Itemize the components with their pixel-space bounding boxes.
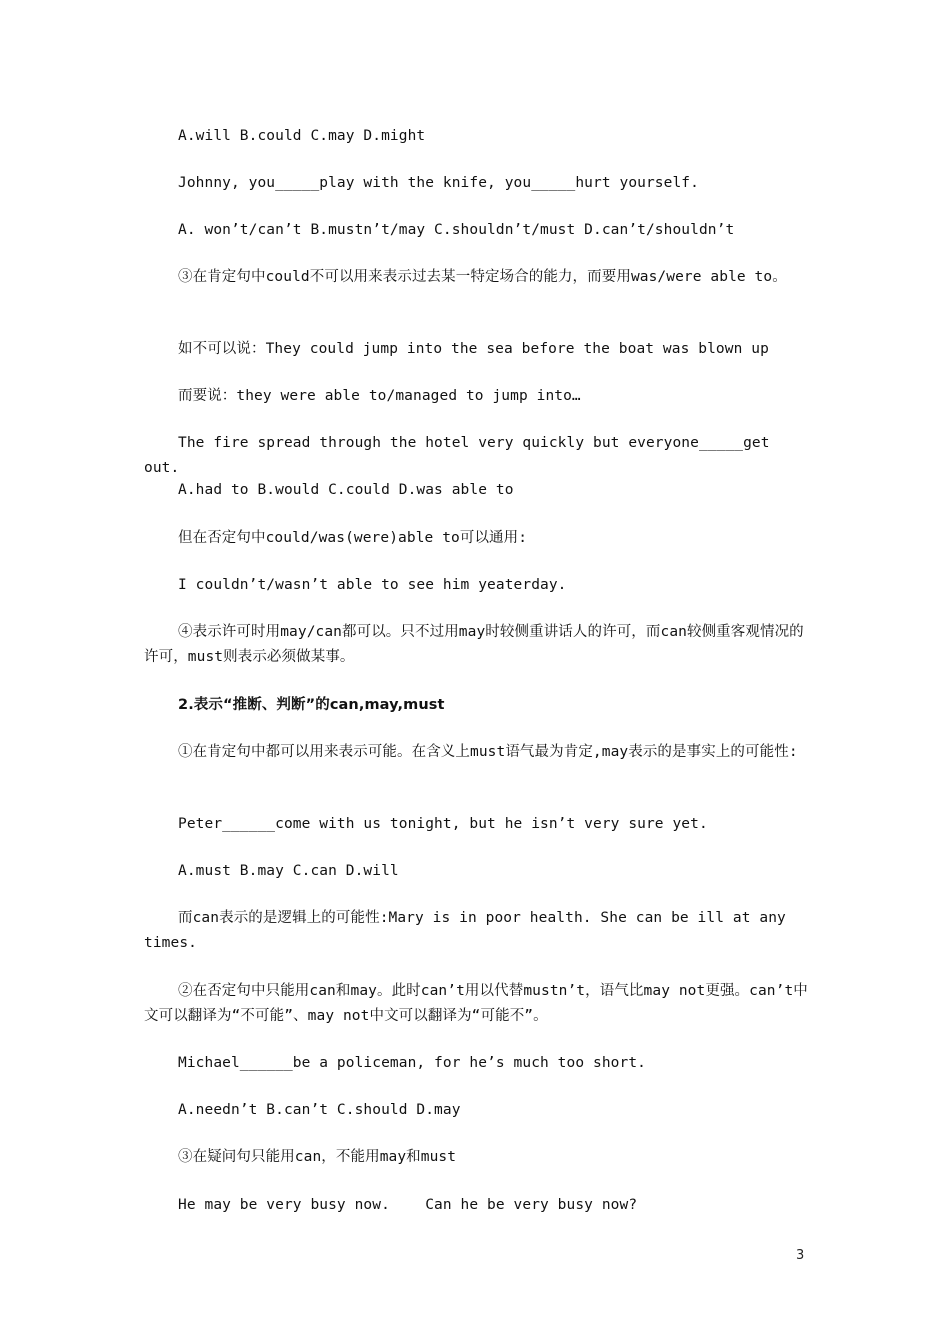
paragraph: Johnny, you_____play with the knife, you_____hurt yourself. [178, 175, 699, 191]
paragraph: The fire spread through the hotel very quickly but everyone_____get out. [144, 435, 779, 476]
paragraph: 而can表示的是逻辑上的可能性:Mary is in poor health. She can be ill at any times. [144, 910, 795, 951]
paragraph: A.had to B.would C.could D.was able to [178, 482, 514, 498]
paragraph: ①在肯定句中都可以用来表示可能。在含义上must语气最为肯定,may表示的是事实上的可能性: [178, 744, 798, 760]
paragraph: A.must B.may C.can D.will [178, 863, 399, 879]
paragraph: 而要说：they were able to/managed to jump into… [178, 388, 581, 404]
paragraph: Peter______come with us tonight, but he isn’t very sure yet. [178, 816, 708, 832]
paragraph: Michael______be a policeman, for he’s much too short. [178, 1055, 646, 1071]
paragraph: A.will B.could C.may D.might [178, 128, 426, 144]
paragraph: ④表示许可时用may/can都可以。只不过用may时较侧重讲话人的许可，而can较侧重客观情况的许可，must则表示必须做某事。 [144, 624, 804, 665]
paragraph: 如不可以说：They could jump into the sea before the boat was blown up [178, 341, 769, 357]
paragraph: He may be very busy now. Can he be very busy now? [178, 1197, 638, 1213]
paragraph: I couldn’t/wasn’t able to see him yeaterday. [178, 577, 567, 593]
paragraph: A. won’t/can’t B.mustn’t/may C.shouldn’t/must D.can’t/shouldn’t [178, 222, 735, 238]
page-number: 3 [796, 1248, 805, 1263]
paragraph: ③在疑问句只能用can，不能用may和must [178, 1149, 457, 1165]
paragraph: ③在肯定句中could不可以用来表示过去某一特定场合的能力，而要用was/were able to。 [178, 269, 787, 285]
paragraph: A.needn’t B.can’t C.should D.may [178, 1102, 461, 1118]
paragraph: ②在否定句中只能用can和may。此时can’t用以代替mustn’t，语气比may not更强。can’t中文可以翻译为“不可能”、may not中文可以翻译为“可能不”。 [144, 983, 808, 1024]
paragraph: 但在否定句中could/was(were)able to可以通用: [178, 530, 528, 546]
section-heading: 2.表示“推断、判断”的can,may,must [178, 697, 445, 713]
